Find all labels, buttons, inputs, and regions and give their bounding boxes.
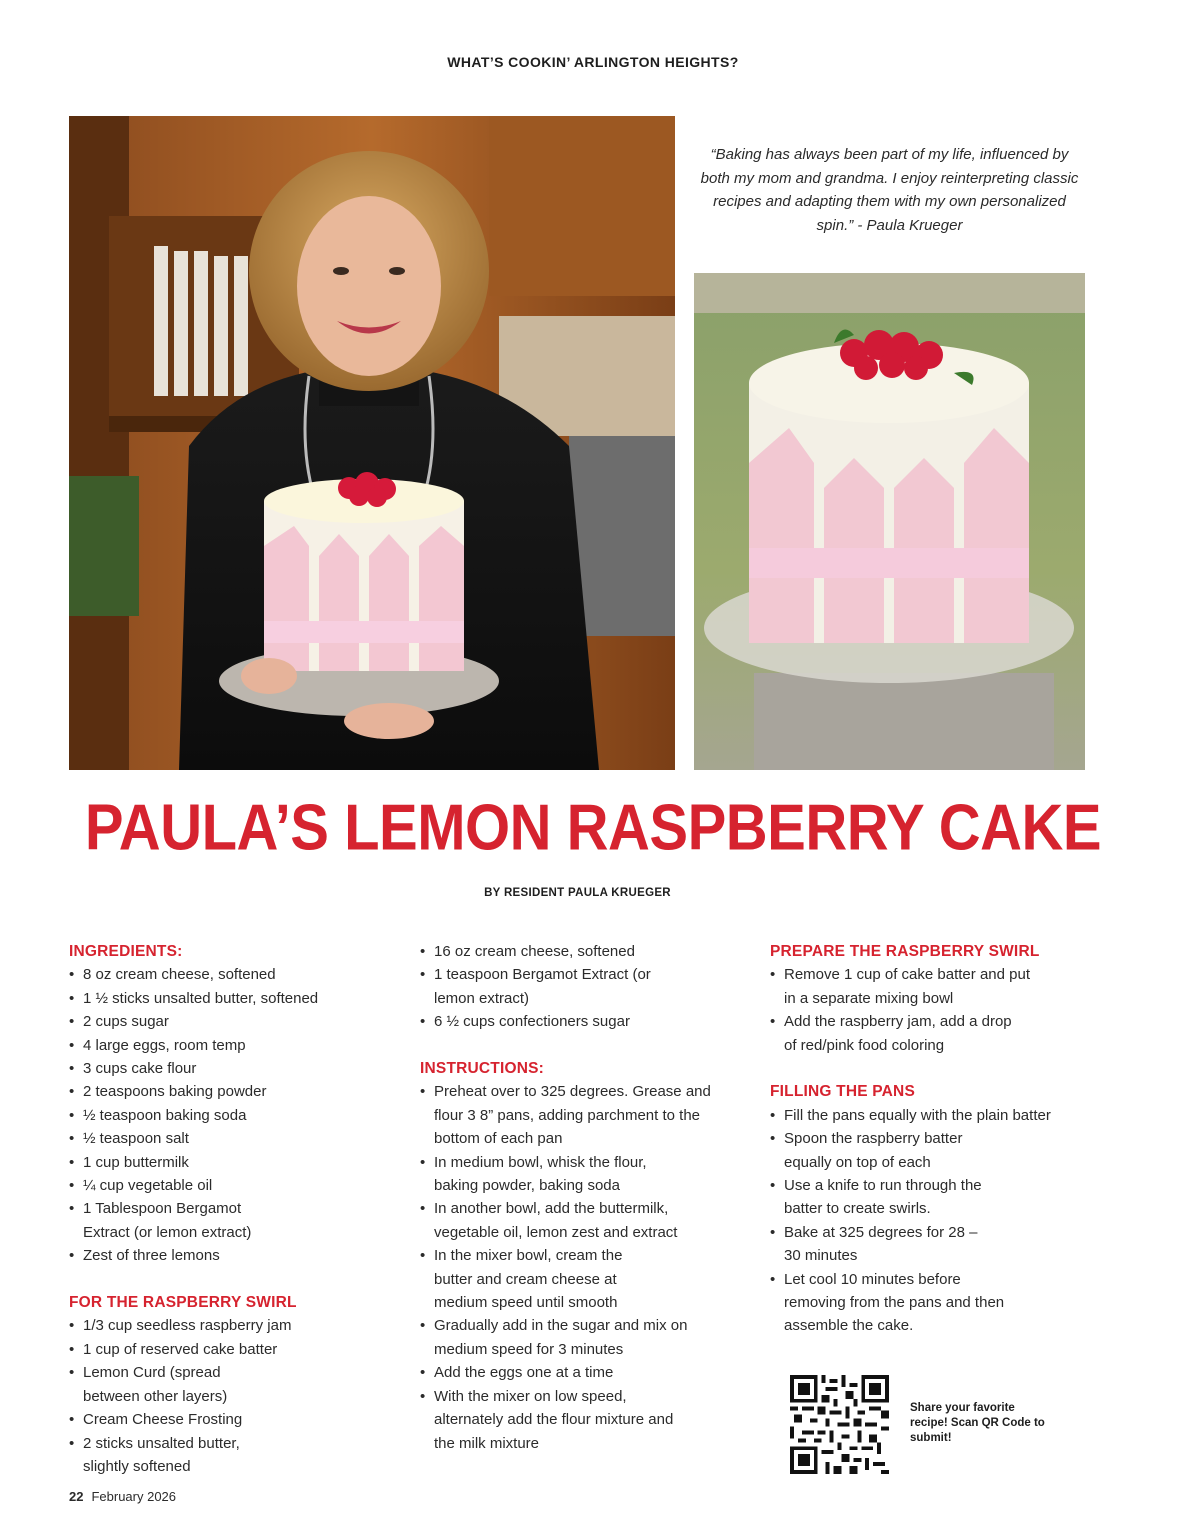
byline: BY RESIDENT PAULA KRUEGER bbox=[484, 887, 671, 899]
list-item: • 1 Tablespoon Bergamot Extract (or lemon extract) bbox=[69, 1197, 283, 1244]
list-item: • Remove 1 cup of cake batter and put in a separate mixing bowl bbox=[770, 963, 1039, 1010]
list-item: • Cream Cheese Frosting bbox=[69, 1408, 389, 1431]
list-item: • Use a knife to run through the batter to create swirls. bbox=[770, 1174, 1019, 1221]
list-item: • 2 sticks unsalted butter, slightly softened bbox=[69, 1432, 273, 1479]
list-item: • Lemon Curd (spread between other layers) bbox=[69, 1361, 253, 1408]
ingredients-list bbox=[69, 963, 389, 1267]
list-item: • ¼ cup vegetable oil bbox=[69, 1174, 389, 1197]
list-item: • With the mixer on low speed, alternately add the flour mixture and the milk mixture bbox=[420, 1385, 694, 1455]
list-item: • 1 teaspoon Bergamot Extract (or lemon extract) bbox=[420, 963, 664, 1010]
qr-code[interactable] bbox=[790, 1375, 889, 1474]
list-item: • Add the raspberry jam, add a drop of red/pink food coloring bbox=[770, 1010, 1024, 1057]
raspberry-swirl-list bbox=[69, 1314, 389, 1478]
column-instructions bbox=[420, 940, 750, 1455]
list-item: • 4 large eggs, room temp bbox=[69, 1034, 389, 1057]
list-item: • Gradually add in the sugar and mix on medium speed for 3 minutes bbox=[420, 1314, 709, 1361]
column-steps bbox=[770, 940, 1100, 1338]
raspberry-swirl-heading: FOR THE RASPBERRY SWIRL bbox=[69, 1294, 297, 1312]
recipe-title: PAULA’S LEMON RASPBERRY CAKE bbox=[84, 791, 1102, 864]
list-item: • Zest of three lemons bbox=[69, 1244, 389, 1267]
page-footer bbox=[69, 1489, 176, 1504]
list-item: • ½ teaspoon baking soda bbox=[69, 1104, 389, 1127]
list-item: • 3 cups cake flour bbox=[69, 1057, 389, 1080]
list-item: • 1 cup of reserved cake batter bbox=[69, 1338, 389, 1361]
list-item: • 16 oz cream cheese, softened bbox=[420, 940, 750, 963]
list-item: • 6 ½ cups confectioners sugar bbox=[420, 1010, 750, 1033]
list-item: • 2 cups sugar bbox=[69, 1010, 389, 1033]
page-number: 22 bbox=[69, 1489, 84, 1504]
list-item: • Bake at 325 degrees for 28 – 30 minutes bbox=[770, 1221, 984, 1268]
ingredients-heading: INGREDIENTS: bbox=[69, 943, 183, 960]
list-item: • 2 teaspoons baking powder bbox=[69, 1080, 389, 1103]
filling-heading: FILLING THE PANS bbox=[770, 1083, 915, 1101]
photo-baker-with-cake bbox=[69, 116, 675, 770]
frosting-list bbox=[420, 940, 750, 1034]
instructions-heading: INSTRUCTIONS: bbox=[420, 1060, 545, 1078]
list-item: • Spoon the raspberry batter equally on top of each bbox=[770, 1127, 1004, 1174]
list-item: • 1 cup buttermilk bbox=[69, 1151, 389, 1174]
list-item: • Fill the pans equally with the plain batter bbox=[770, 1104, 1100, 1127]
list-item: • Preheat over to 325 degrees. Grease and flour 3 8” pans, adding parchment to the bottom of each pan bbox=[420, 1080, 734, 1150]
instructions-list bbox=[420, 1080, 750, 1455]
list-item: • 8 oz cream cheese, softened bbox=[69, 963, 389, 986]
pull-quote: “Baking has always been part of my life, influenced by both my mom and grandma. I enjoy reinterpreting classic recipes and adapting them with my own personalized spin.” - Paula Krueger bbox=[700, 146, 1079, 234]
section-kicker: WHAT’S COOKIN’ ARLINGTON HEIGHTS? bbox=[447, 54, 739, 70]
prepare-swirl-heading: PREPARE THE RASPBERRY SWIRL bbox=[770, 943, 1040, 960]
filling-list bbox=[770, 1104, 1100, 1338]
list-item: • In another bowl, add the buttermilk, vegetable oil, lemon zest and extract bbox=[420, 1197, 724, 1244]
list-item: • Add the eggs one at a time bbox=[420, 1361, 750, 1384]
column-ingredients bbox=[69, 940, 389, 1478]
list-item: • Let cool 10 minutes before removing from the pans and then assemble the cake. bbox=[770, 1268, 1014, 1338]
list-item: • ½ teaspoon salt bbox=[69, 1127, 389, 1150]
list-item: • In medium bowl, whisk the flour, baking powder, baking soda bbox=[420, 1151, 694, 1198]
prepare-swirl-list bbox=[770, 963, 1100, 1057]
qr-caption: Share your favorite recipe! Scan QR Code to submit! bbox=[910, 1402, 1045, 1444]
list-item: • 1 ½ sticks unsalted butter, softened bbox=[69, 987, 389, 1010]
issue-date: February 2026 bbox=[91, 1489, 177, 1504]
photo-cake-outdoors bbox=[694, 273, 1085, 770]
list-item: • In the mixer bowl, cream the butter and cream cheese at medium speed until smooth bbox=[420, 1244, 664, 1314]
list-item: • 1/3 cup seedless raspberry jam bbox=[69, 1314, 389, 1337]
